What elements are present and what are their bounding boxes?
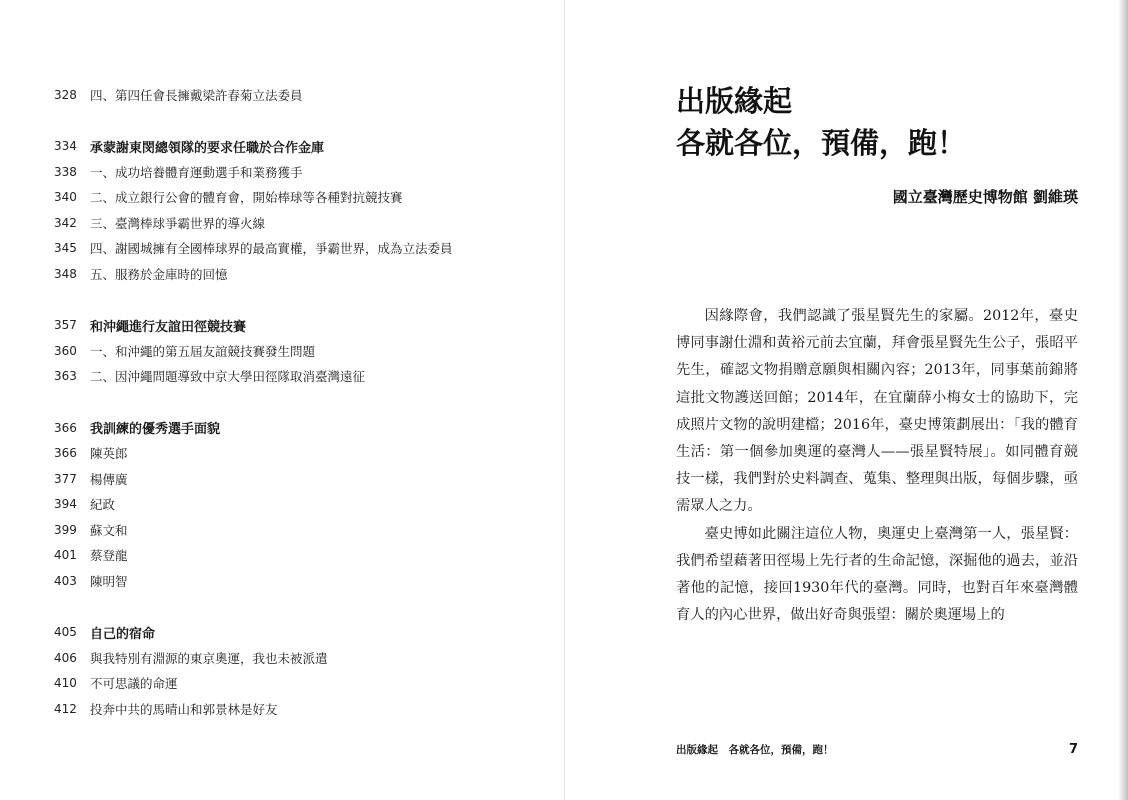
toc-entry xyxy=(54,364,544,390)
toc-page-number: 406 xyxy=(54,650,77,665)
toc-entry-title: 一、成功培養體育運動選手和業務獲手 xyxy=(90,164,303,180)
toc-entry xyxy=(54,517,544,543)
toc-page-number: 412 xyxy=(54,701,77,716)
toc-section-heading xyxy=(54,620,544,646)
toc-entry xyxy=(54,185,544,211)
toc-entry-title: 三、臺灣棒球爭霸世界的導火線 xyxy=(90,215,266,231)
toc-section-heading xyxy=(54,134,544,160)
toc-page-number: 394 xyxy=(54,497,77,512)
toc-entry-title: 紀政 xyxy=(90,497,116,513)
toc-page-number: 366 xyxy=(54,420,77,435)
toc-entry-title: 五、服務於金庫時的回憶 xyxy=(90,266,228,282)
essay-title xyxy=(676,80,1078,164)
preface-page xyxy=(676,80,1078,629)
toc-page-number: 401 xyxy=(54,548,77,563)
essay-title-line1: 出版緣起 xyxy=(676,84,793,118)
toc-entry-title: 一、和沖繩的第五屆友誼競技賽發生問題 xyxy=(90,343,316,359)
toc-entry xyxy=(54,466,544,492)
toc-entry-title: 四、第四任會長擁戴梁許春菊立法委員 xyxy=(90,87,303,103)
toc-entry-title: 投奔中共的馬晴山和郭景林是好友 xyxy=(90,701,278,717)
toc-group xyxy=(54,82,544,108)
table-of-contents xyxy=(54,82,544,748)
author-byline: 國立臺灣歷史博物館 劉維瑛 xyxy=(892,188,1078,206)
toc-page-number: 338 xyxy=(54,164,77,179)
toc-entry-title: 承蒙謝東閔總領隊的要求任職於合作金庫 xyxy=(90,140,325,156)
book-spine xyxy=(564,0,565,800)
toc-entry-title: 二、因沖繩問題導致中京大學田徑隊取消臺灣遠征 xyxy=(90,369,366,385)
toc-entry xyxy=(54,236,544,262)
page-edge-shadow xyxy=(1118,0,1128,800)
toc-group xyxy=(54,134,544,287)
toc-entry xyxy=(54,568,544,594)
toc-page-number: 399 xyxy=(54,522,77,537)
toc-entry xyxy=(54,645,544,671)
toc-page-number: 345 xyxy=(54,241,77,256)
toc-entry-title: 不可思議的命運 xyxy=(90,676,178,692)
toc-entry xyxy=(54,210,544,236)
toc-group xyxy=(54,415,544,594)
toc-page-number: 340 xyxy=(54,190,77,205)
toc-entry xyxy=(54,441,544,467)
toc-entry-title: 四、謝國城擁有全國棒球界的最高實權，爭霸世界，成為立法委員 xyxy=(90,241,453,257)
toc-page-number: 357 xyxy=(54,318,77,333)
toc-entry-title: 自己的宿命 xyxy=(90,626,156,642)
toc-entry xyxy=(54,696,544,722)
toc-page-number: 410 xyxy=(54,676,77,691)
toc-page-number: 363 xyxy=(54,369,77,384)
toc-page-number: 377 xyxy=(54,471,77,486)
toc-entry xyxy=(54,261,544,287)
toc-entry-title: 和沖繩進行友誼田徑競技賽 xyxy=(90,319,247,335)
toc-page-number: 348 xyxy=(54,266,77,281)
toc-section-heading xyxy=(54,415,544,441)
toc-entry-title: 楊傳廣 xyxy=(90,471,128,487)
toc-page-number: 366 xyxy=(54,446,77,461)
toc-page-number: 403 xyxy=(54,573,77,588)
toc-entry xyxy=(54,492,544,518)
toc-group xyxy=(54,620,544,722)
running-head: 出版緣起 各就各位，預備，跑！ xyxy=(676,744,834,756)
toc-entry xyxy=(54,543,544,569)
page-number: 7 xyxy=(1068,742,1078,757)
essay-paragraph-2: 臺史博如此關注這位人物，奧運史上臺灣第一人，張星賢：我們希望藉著田徑場上先行者的生命記憶，深掘他的過去，並沿著他的記憶，接回1930年代的臺灣。同時，也對百年來臺灣體育人的內心世界，做出好奇與張望：關於奧運場上的 xyxy=(676,525,1078,624)
toc-entry xyxy=(54,671,544,697)
toc-group xyxy=(54,313,544,390)
toc-entry-title: 蘇文和 xyxy=(90,522,128,538)
toc-page-number: 405 xyxy=(54,625,77,640)
essay-title-line2: 各就各位，預備，跑！ xyxy=(676,126,967,160)
toc-entry-title: 與我特別有淵源的東京奧運，我也未被派遣 xyxy=(90,650,328,666)
toc-entry-title: 我訓練的優秀選手面貌 xyxy=(90,422,221,438)
toc-entry xyxy=(54,82,544,108)
toc-page-number: 360 xyxy=(54,343,77,358)
toc-page-number: 334 xyxy=(54,139,77,154)
toc-entry-title: 陳明智 xyxy=(90,573,128,589)
toc-entry xyxy=(54,338,544,364)
toc-entry xyxy=(54,159,544,185)
toc-entry-title: 二、成立銀行公會的體育會，開始棒球等各種對抗競技賽 xyxy=(90,190,403,206)
toc-section-heading xyxy=(54,313,544,339)
essay-body xyxy=(676,303,1078,629)
toc-page-number: 342 xyxy=(54,215,77,230)
page-footer xyxy=(676,742,1078,757)
toc-entry-title: 蔡登龍 xyxy=(90,548,128,564)
toc-page-number: 328 xyxy=(54,87,77,102)
essay-paragraph-1: 因緣際會，我們認識了張星賢先生的家屬。2012年，臺史博同事謝仕淵和黃裕元前去宜蘭，拜會張星賢先生公子，張昭平先生，確認文物捐贈意願與相關內容；2013年，同事葉前錦將這批文物護送回館；2014年，在宜蘭薛小梅女士的協助下，完成照片文物的說明建檔；2016年，臺史博策劃展出：「我的體育生活：第一個參加奧運的臺灣人——張星賢特展」。如同體育競技一樣，我們對於史料調查、蒐集、整理與出版，每個步驟，亟需眾人之力。 xyxy=(676,308,1078,515)
toc-entry-title: 陳英郎 xyxy=(90,446,128,462)
